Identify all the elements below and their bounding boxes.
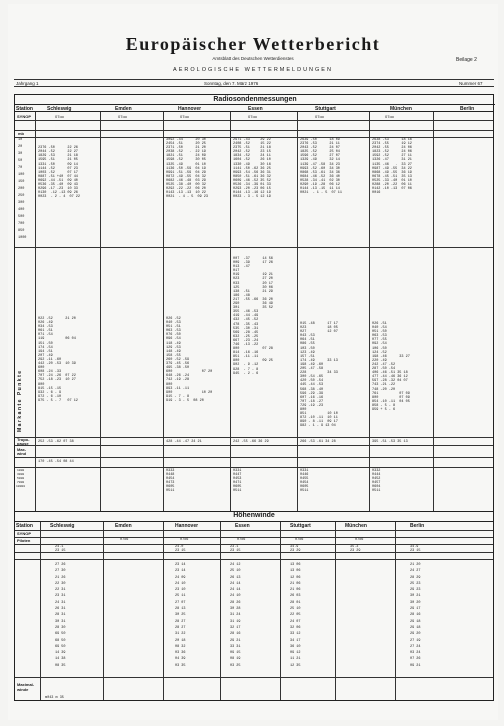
- hw-station-name: Stuttgart: [290, 523, 311, 529]
- hannover-standard-levels: 3092 -44 20 30 2454 -51 20 25 2371 -50 21 20 2038 -52 . 22 19 1821 -51 24 09 1598 -52 30 05 1325 -49 01 10 1136 -50 -59 04 19 0991 -51 -59 04 29 0872 -49 -55 04 32 0682 -46 -48 03 29 0525 -38 -40 00 32 0292 -22 -22 06 20 0143 -13 -13 10 22 0021 - 4 - 5 09 23: [166, 138, 209, 200]
- hw-piloten-label: Piloten: [17, 538, 31, 543]
- radiosonde-title: Radiosondenmessungen: [213, 96, 297, 103]
- station-name: München: [390, 106, 412, 112]
- hw-time: 07o6: [180, 538, 189, 542]
- pressure-level: 150: [18, 180, 25, 184]
- hw-time: 07o6: [237, 538, 246, 542]
- hw-station-name: Essen: [235, 523, 250, 529]
- station-name: Emden: [115, 106, 132, 112]
- hw-maxwind-label: Maximal-winde: [17, 682, 35, 692]
- beilage-label: Beilage 2: [456, 57, 477, 63]
- jahrgang: Jahrgang 1: [16, 81, 39, 86]
- radiosonde-header: [14, 94, 494, 112]
- pressure-level: 100: [18, 173, 25, 177]
- time-cell: 07oo: [180, 114, 189, 119]
- pressure-level: 70: [18, 166, 23, 170]
- pressure-level: 30: [18, 152, 23, 156]
- issue-number: Nummer 67: [459, 81, 483, 86]
- hw-header-cell: 23.1 23 15: [230, 545, 241, 554]
- time-cell: 07oo: [118, 114, 127, 119]
- muenchen-tropopause: 395 -51 -53 35 13: [372, 440, 408, 444]
- schleswig-significant-points: 022 -52 21 20 026 -49 034 -53 061 -51 071 -54 119 06 04 151 -50 174 -54 194 -51 207 -49 292 -11 -60 442 -20 -53 10 39 600 608 -24 -33 707 -24 -26 07 22 752 -18 -23 10 27 800 815 -15 -15 932 - 6 - 9 972 - 6 -10 975 - 5 - 7 07 12: [38, 317, 78, 403]
- hw-schleswig-winds: 27 26 27 30 21 26 22 30 22 31 23 31 24 31 26 31 28 31 30 31 28 30 69 50 68 50 69 50 14 39 14 38 08 35: [55, 563, 66, 668]
- pressure-level: 850: [18, 229, 25, 233]
- station-row: [15, 104, 495, 112]
- code-group-3000: 3000: [17, 473, 25, 476]
- stuttgart-significant-points: 015 -48 17 17 023 18 05 027 12 07 043 -53 064 -51 086 -55 103 -50 123 -49 157 -51 174 -49 33 13 198 -49 -60 205 -47 -58 228 34 33 300 -54 -65 420 -50 -54 445 -44 -53 568 -38 -40 596 -29 -39 607 -16 -16 707 -18 -27 729 -19 -23 800 851 10 10 872 -10 -11 10 11 890 - 8 -11 09 17 982 - 1 - 9 13 04: [300, 322, 338, 429]
- station-name: Stuttgart: [315, 106, 336, 112]
- markante-punkte-label: Markante Punkte: [17, 369, 23, 432]
- station-name: Hannover: [178, 106, 202, 112]
- tropopause-label: Tropo-pause: [17, 437, 30, 446]
- hannover-tropopause: 428 -44 -47 24 21: [166, 440, 202, 444]
- pressure-level: 700: [18, 222, 25, 226]
- page-subtitle: Amtsblatt des Deutschen Wetterdienstes: [212, 56, 294, 61]
- schleswig-tropopause: 252 -53 -62 07 38: [38, 440, 74, 444]
- hw-essen-winds: 24 12 25 10 26 13 24 14 24 14 24 10 28 26 30 28 31 24 31 19 32 17 28 16 29 21 33 31 09 15 08 19 03 25: [230, 563, 241, 668]
- hw-station-name: Berlin: [410, 523, 425, 529]
- synop-label: SYNOP: [17, 114, 32, 119]
- hw-station-name: Hannover: [175, 523, 199, 529]
- pressure-level: 1000: [18, 236, 27, 240]
- time-cell: 07oo: [55, 114, 64, 119]
- muenchen-standard-levels: 2638 -53 18 16 2374 -55 19 12 2042 -55 24 06 1823 -52 24 06 1592 -52 27 11 1326 -47 31 21 1135 -46 . 33 27 0987 -49 -55 34 22 0868 -49 -55 36 19 0678 -45 -51 35 13 0525 -33 -40 01 10 0288 -20 -22 06 11 0142 -10 -13 07 06 0016: [372, 138, 412, 196]
- muenchen-code-groups: 0332 0444 0452 0457 0604 0511: [372, 469, 381, 494]
- time-cell: 07oo: [315, 114, 324, 119]
- essen-code-groups: 0331 0447 0453 0471 0605 0511: [233, 469, 242, 494]
- schleswig-maxwind: 170 -45 -54 08 44: [38, 460, 74, 464]
- hw-station-name: Schleswig: [50, 523, 75, 529]
- pressure-level: 10: [18, 138, 23, 142]
- code-group-10000: 10000: [16, 485, 26, 488]
- pressure-level: 400: [18, 208, 25, 212]
- time-cell: 07oo: [385, 114, 394, 119]
- hw-station-name: München: [345, 523, 367, 529]
- hw-hannover-winds: 23 14 23 14 24 09 24 10 23 10 25 11 27 07 28 13 30 25 28 27 28 27 31 22 20 18 08 32 03 36 04 39 03 35: [175, 563, 186, 668]
- time-cell: 07oo: [248, 114, 257, 119]
- essen-tropopause: 242 -55 -66 36 29: [233, 440, 269, 444]
- stuttgart-tropopause: 266 -53 -61 34 28: [300, 440, 336, 444]
- radiosonde-grid: [14, 112, 494, 512]
- muenchen-significant-points: 026 -51 040 -54 051 -50 063 -53 077 -55 092 -54 106 -50 124 -52 198 -46 33 27 220 -49 242 -47 -52 287 -50 -54 406 -46 -51 35 18 477 -44 -46 36 12 597 -28 -32 04 07 743 -21 -22 748 -20 -20 761 07 09 800 07 09 854 -10 -11 04 05 858 - 5 - 8 959 + 5 - 6: [372, 322, 410, 412]
- hw-time: 07o6: [355, 538, 364, 542]
- hw-time: 07o6: [120, 538, 129, 542]
- document-page: [8, 4, 498, 720]
- hw-header-cell: 35.3 23 29: [350, 545, 361, 554]
- pressure-level: 50: [18, 159, 23, 163]
- hw-synop-label: SYNOP: [17, 531, 32, 536]
- code-group-1000: 1000: [17, 469, 25, 472]
- pressure-level: 20: [18, 145, 23, 149]
- pressure-level: 200: [18, 187, 25, 191]
- essen-significant-points: 007 -37 14 56 009 -39 17 26 013 -47 017 019 19 21 023 27 20 033 20 17 125 30 06 138 -51 21 29 186 -48 217 -55 -66 36 20 290 36 49 301 35 52 355 -46 -53 419 -44 -49 432 -45 -52 478 -35 -43 535 -30 -31 569 -28 -45 632 -25 -25 667 -23 -24 746 -13 -22 800 07 28 814 -16 -16 851 -11 -11 800 09 25 902 - 9 -12 928 - 7 - 8 945 - 2 - 6: [233, 257, 273, 376]
- pressure-level: 500: [18, 215, 25, 219]
- stuttgart-standard-levels: 2639 -50 18 09 2376 -53 21 11 2043 -52 24 07 1825 -52 25 04 1596 -52 27 07 1329 -49 32 14 1139 -47 -58 34 23 0993 -52 -60 34 30 0868 -53 -61 34 36 0684 -46 -52 36 40 0528 -34 -41 02 30 0290 -19 -28 06 12 0144 -13 -15 11 14 0021 - 1 - 5 07 11: [300, 138, 343, 196]
- station-label: Station: [16, 523, 33, 529]
- hw-muenchen-winds: 21 20 24 27 28 29 25 23 29 23 30 21 30 20 29 17 28 16 29 18 29 18 29 20 27 19 27 24 03 24 07 26 09 21: [410, 563, 421, 668]
- section-heading: AEROLOGISCHE WETTERMELDUNGEN: [173, 67, 333, 73]
- stuttgart-code-groups: 0331 0446 0455 0454 0605 0511: [300, 469, 309, 494]
- hannover-significant-points: 026 -52 040 -53 051 -51 063 -53 076 -50 096 -54 118 -49 129 -53 148 -49 158 -55 260 -52 -59 379 -45 -56 495 -38 -50 600 07 20 648 -26 -24 742 -19 -28 800 893 -11 -11 900 10 20 915 - 7 - 8 919 - 3 - 5 08 20: [166, 317, 213, 403]
- station-name: Schleswig: [47, 106, 72, 112]
- hw-header-cell: 34.9 23 29: [290, 545, 301, 554]
- hw-station-name: Emden: [115, 523, 132, 529]
- code-group-5000: 5000: [17, 477, 25, 480]
- station-label: Station: [16, 106, 33, 112]
- pressure-level: 250: [18, 194, 25, 198]
- hoehenwinde-table: [14, 521, 494, 701]
- schleswig-standard-levels: 2376 -50 22 26 2044 -52 22 27 1829 -53 21 18 1595 -51 21 05 1331 -50 09 14 1144 -52 07 23 1003 -52 07 17 0887 -51 +40 07 44 0692 -44 -51 09 40 0536 -35 -40 09 43 0296 -17 -23 10 33 0130 -12 -13 09 26 0023 - 2 - 4 07 22: [38, 146, 81, 200]
- maxwind-label: Max-wind: [17, 447, 27, 456]
- hannover-code-groups: 0333 0448 0454 0473 0605 0511: [166, 469, 175, 494]
- hw-stuttgart-winds: 13 06 13 06 12 06 21 06 21 06 26 03 28 01 25 10 22 05 24 07 32 06 33 12 34 17 36 10 09 12 11 21 12 35: [290, 563, 301, 668]
- essen-standard-levels: 2971 -43 29 22 2408 -52 15 22 2375 -51 21 18 2042 -52 23 15 1834 -52 24 11 1604 -52 26 10 1330 -49 30 16 1141 -50 -62 36 25 0993 -54 -56 36 31 0850 -51 -61 36 32 0609 -46 -52 35 52 0526 -34 -39 01 33 0293 -20 -23 06 15 0144 -13 -16 12 19 0023 - 3 - 5 12 19: [233, 138, 271, 200]
- hw-maxwind-value: m043 m 35: [45, 696, 64, 700]
- station-name: Essen: [248, 106, 263, 112]
- hw-time: 07o6: [295, 538, 304, 542]
- station-name: Berlin: [460, 106, 475, 112]
- hw-header-cell: 24.0 23 15: [175, 545, 186, 554]
- pressure-level: 300: [18, 201, 25, 205]
- issue-date: Sonntag, den 7. März 1976: [204, 81, 259, 86]
- code-group-7000: 7000: [17, 481, 25, 484]
- hoehenwinde-title: Höhenwinde: [14, 512, 494, 521]
- hw-header-cell: 24.1 23 15: [55, 545, 66, 554]
- info-bar: [14, 79, 494, 87]
- mb-label: mb: [18, 131, 24, 136]
- hw-header-cell: 34.9 23 15: [410, 545, 421, 554]
- page-title: Europäischer Wetterbericht: [125, 34, 381, 54]
